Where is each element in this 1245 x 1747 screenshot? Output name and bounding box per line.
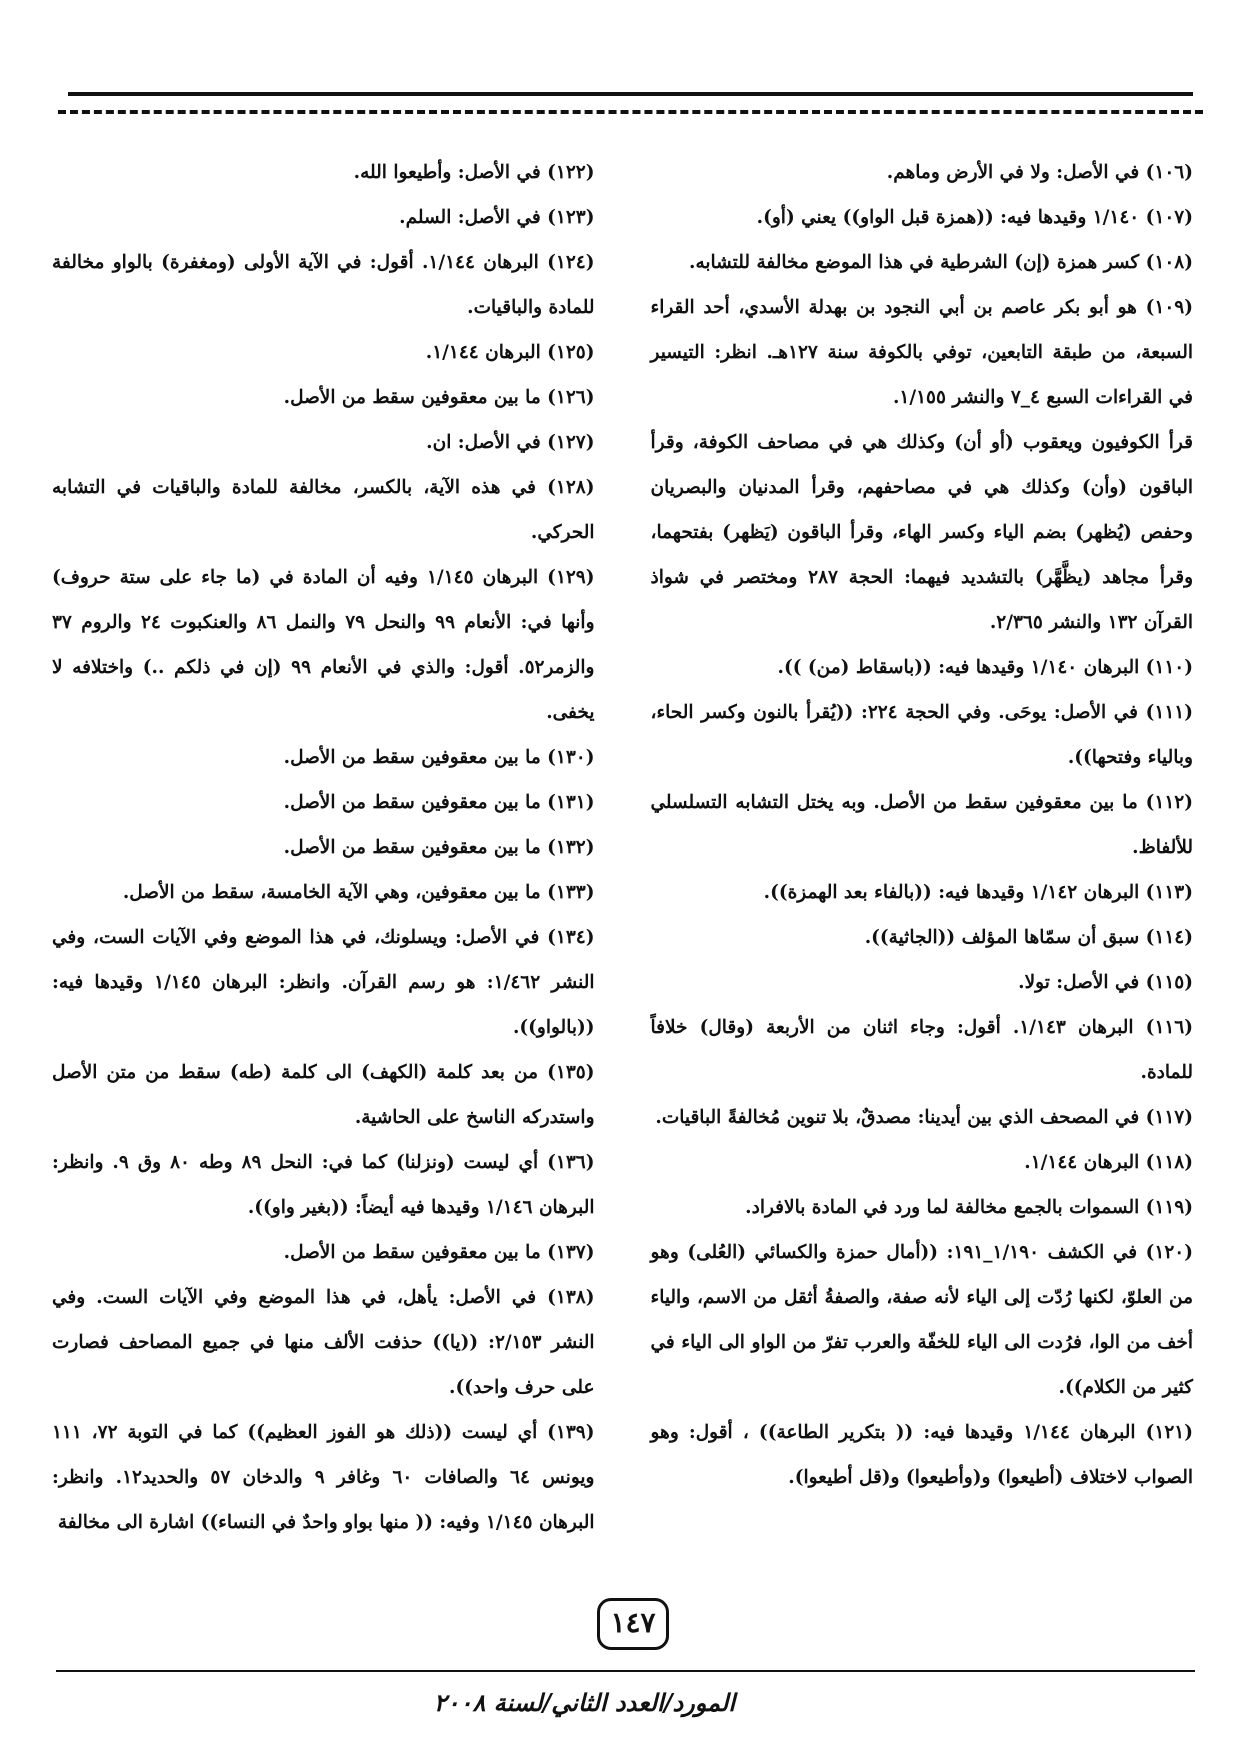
footnote: (١٢٠) في الكشف ١/١٩٠_١٩١: ((أمال حمزة والكسائي (العُلى) وهو من العلوّ، لكنها رُدّت إلى الياء لأنه صفة، والصفةُ أثقل من الاسم، والياء أخف من الوا، فرُدت الى الياء للخفّة والعرب تفرّ من الواو الى الياء في كثير من الكلام)).: [650, 1242, 1193, 1398]
footnote: (١١٠) البرهان ١/١٤٠ وقيدها فيه: ((باسقاط (من) )).: [777, 657, 1193, 678]
footnote: (١٢١) البرهان ١/١٤٤ وقيدها فيه: (( بتكرير الطاعة)) ، أقول: وهو الصواب لاختلاف (أطيعوا) و(وأطيعوا) و(قل أطيعوا).: [650, 1422, 1193, 1488]
footnote: (١٣٠) ما بين معقوفين سقط من الأصل.: [283, 747, 595, 768]
footnote: (١٣٨) في الأصل: يأهل، في هذا الموضع وفي الآيات الست. وفي النشر ٢/١٥٣: ((يا)) حذفت الألف منها في جميع المصاحف فصارت على حرف واحد)).: [52, 1287, 595, 1398]
footnote: (١١٣) البرهان ١/١٤٢ وقيدها فيه: ((بالفاء بعد الهمزة)).: [763, 882, 1193, 903]
footnote: (١٢٩) البرهان ١/١٤٥ وفيه أن المادة في (ما جاء على ستة حروف) وأنها في: الأنعام ٩٩ والنحل ٧٩ والنمل ٨٦ والعنكبوت ٢٤ والروم ٣٧ والزمر٥٢. أقول: والذي في الأنعام ٩٩ (إن في ذلكم ..) واختلافه لا يخفى.: [52, 567, 595, 723]
footnote: (١٣٥) من بعد كلمة (الكهف) الى كلمة (طه) سقط من متن الأصل واستدركه الناسخ على الحاشية.: [52, 1062, 595, 1128]
footnote: (١٣٣) ما بين معقوفين، وهي الآية الخامسة، سقط من الأصل.: [122, 882, 595, 903]
header-rule: [68, 92, 1193, 96]
footnote: (١١٢) ما بين معقوفين سقط من الأصل. وبه يختل التشابه التسلسلي للألفاظ.: [650, 792, 1193, 858]
footnote: (١٠٩) هو أبو بكر عاصم بن أبي النجود بن بهدلة الأسدي، أحد القراء السبعة، من طبقة التابعين، توفي بالكوفة سنة ١٢٧هـ. انظر: التيسير في القراءات السبع ٤_٧ والنشر ١/١٥٥.: [650, 297, 1193, 408]
page-number: ١٤٧: [597, 1598, 669, 1650]
footnote: (١٢٤) البرهان ١/١٤٤. أقول: في الآية الأولى (ومغفرة) بالواو مخالفة للمادة والباقيات.: [52, 252, 595, 318]
footnote: (١٣٢) ما بين معقوفين سقط من الأصل.: [283, 837, 595, 858]
footnote: (١١٥) في الأصل: تولا.: [1018, 972, 1193, 993]
footnote: (١١٨) البرهان ١/١٤٤.: [1024, 1152, 1193, 1173]
footnote: قرأ الكوفيون ويعقوب (أو أن) وكذلك هي في مصاحف الكوفة، وقرأ الباقون (وأن) وكذلك هي في مصاحفهم، وقرأ المدنيان والبصريان وحفص (يُظهر) بضم الياء وكسر الهاء، وقرأ الباقون (يَظهر) بفتحهما، وقرأ مجاهد (يظَّهَّر) بالتشديد فيهما: الحجة ٢٨٧ ومختصر في شواذ القرآن ١٣٢ والنشر ٢/٣٦٥.: [650, 432, 1194, 633]
footnote: (١٣٧) ما بين معقوفين سقط من الأصل.: [283, 1242, 595, 1263]
footnote: (١١٧) في المصحف الذي بين أيدينا: مصدقٌ، بلا تنوين مُخالفةً الباقيات.: [655, 1107, 1193, 1128]
footnote: (١٣٩) أي ليست ((ذلك هو الفوز العظيم)) كما في التوبة ٧٢، ١١١ ويونس ٦٤ والصافات ٦٠ وغافر ٩ والدخان ٥٧ والحديد١٢. وانظر: البرهان ١/١٤٥ وفيه: (( منها بواو واحدٌ في النساء)) اشارة الى مخالفة: [52, 1422, 595, 1533]
footnote: (١٢٥) البرهان ١/١٤٤.: [425, 342, 595, 363]
footnote: (١٠٧) ١/١٤٠ وقيدها فيه: ((همزة قبل الواو)) يعني (أو).: [756, 207, 1193, 228]
right-column: [651, 150, 1194, 1557]
footnote: (١٢٢) في الأصل: وأطيعوا الله.: [353, 162, 595, 183]
footer-rule: [56, 1670, 1195, 1672]
footnote: (١٠٦) في الأصل: ولا في الأرض وماهم.: [886, 162, 1193, 183]
footnote: (١١١) في الأصل: يوحَى. وفي الحجة ٢٢٤: ((يُقرأ بالنون وكسر الحاء، وبالياء وفتحها)).: [650, 702, 1193, 768]
header-dashed-rule: [58, 110, 1203, 114]
footer-journal: المورد/العدد الثاني/لسنة ٢٠٠٨: [433, 1688, 735, 1717]
text-columns: [52, 150, 1193, 1557]
footnote: (١٢٨) في هذه الآية، بالكسر، مخالفة للمادة والباقيات في التشابه الحركي.: [52, 477, 595, 543]
footnote: (١٠٨) كسر همزة (إن) الشرطية في هذا الموضع مخالفة للتشابه.: [689, 252, 1193, 273]
footnote: (١٣٦) أي ليست (ونزلنا) كما في: النحل ٨٩ وطه ٨٠ وق ٩. وانظر: البرهان ١/١٤٦ وقيدها فيه أيضاً: ((بغير واو)).: [52, 1152, 595, 1218]
left-column: [52, 150, 595, 1557]
footnote: (١١٩) السموات بالجمع مخالفة لما ورد في المادة بالافراد.: [745, 1197, 1193, 1218]
footnote: (١٢٣) في الأصل: السلم.: [399, 207, 595, 228]
footnote: (١٢٦) ما بين معقوفين سقط من الأصل.: [283, 387, 595, 408]
footnote: (١٣١) ما بين معقوفين سقط من الأصل.: [283, 792, 595, 813]
footnote: (١١٦) البرهان ١/١٤٣. أقول: وجاء اثنان من الأربعة (وقال) خلافاً للمادة.: [650, 1017, 1194, 1083]
footnote: (١١٤) سبق أن سمّاها المؤلف ((الجاثية)).: [864, 927, 1193, 948]
footnote: (١٢٧) في الأصل: ان.: [426, 432, 595, 453]
footnote: (١٣٤) في الأصل: ويسلونك، في هذا الموضع وفي الآيات الست، وفي النشر ١/٤٦٢: هو رسم القرآن. وانظر: البرهان ١/١٤٥ وقيدها فيه: ((بالواو)).: [52, 927, 595, 1038]
